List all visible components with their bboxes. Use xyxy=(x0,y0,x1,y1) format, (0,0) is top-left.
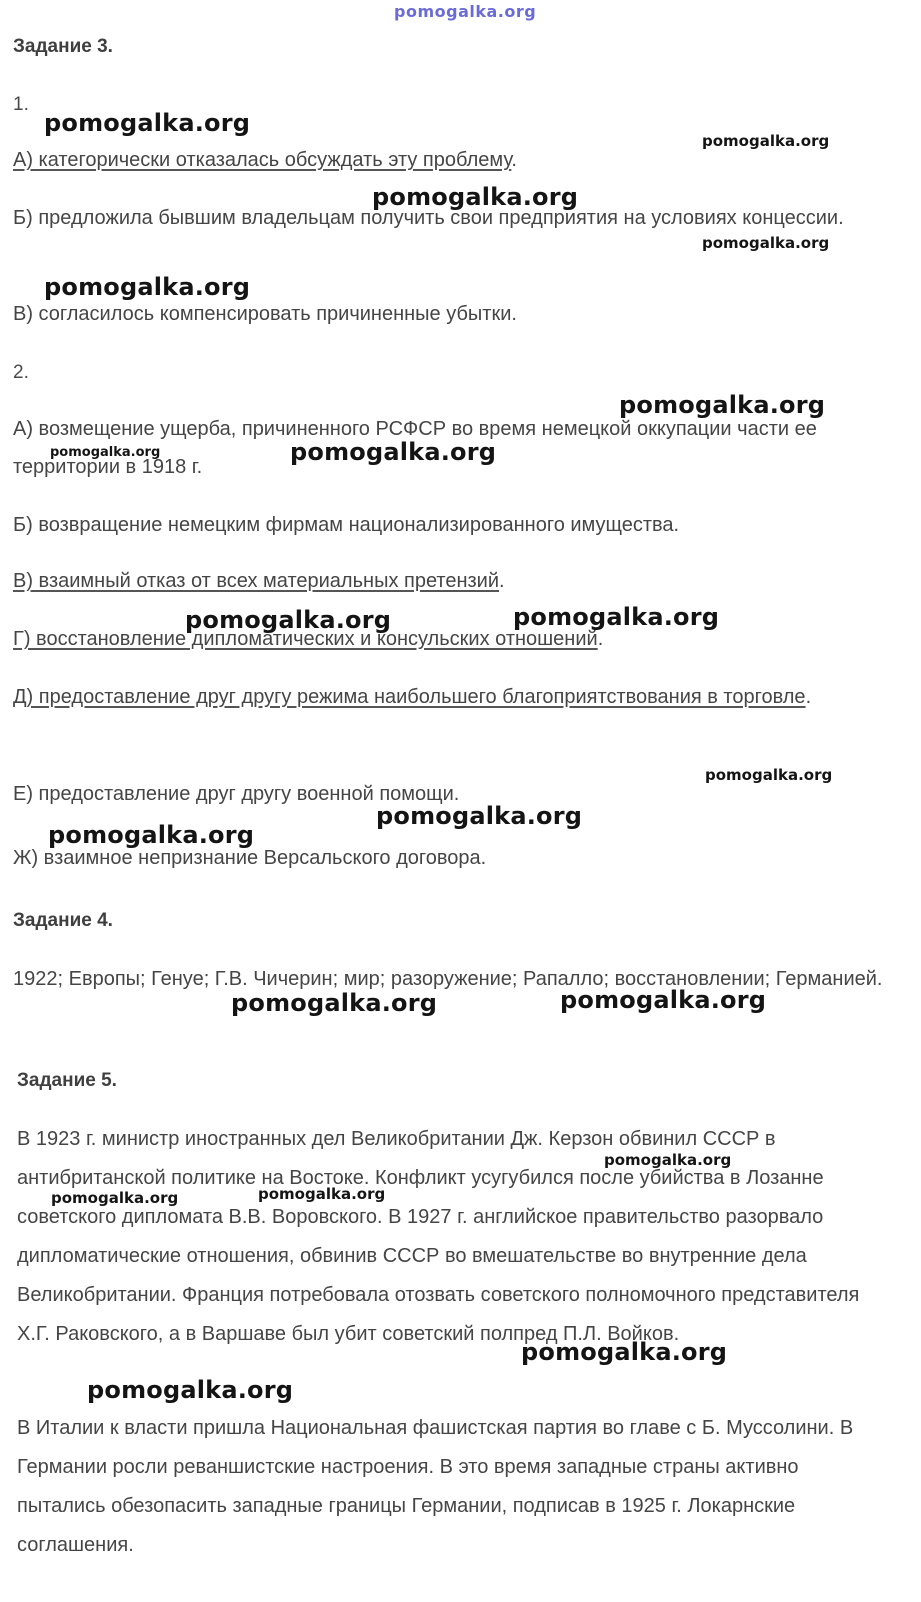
watermark: pomogalka.org xyxy=(258,1185,386,1203)
watermark: pomogalka.org xyxy=(51,1189,179,1207)
task3-q2-option-g xyxy=(13,620,893,658)
task3-q2-option-zh: Ж) взаимное непризнание Версальского договора. xyxy=(13,847,487,869)
watermark: pomogalka.org xyxy=(702,132,830,150)
watermark: pomogalka.org xyxy=(376,802,583,830)
watermark: pomogalka.org xyxy=(44,109,251,137)
task3-heading: Задание 3. xyxy=(13,36,113,57)
option-tail: . xyxy=(597,628,604,650)
watermark: pomogalka.org xyxy=(87,1376,294,1404)
task5-heading: Задание 5. xyxy=(17,1070,117,1091)
option-text: Г) восстановление дипломатических и консульских отношений xyxy=(13,628,598,650)
watermark: pomogalka.org xyxy=(702,234,830,252)
watermark: pomogalka.org xyxy=(560,986,767,1014)
task4-answer: 1922; Европы; Генуе; Г.В. Чичерин; мир; разоружение; Рапалло; восстановлении; Германией. xyxy=(13,968,883,990)
watermark: pomogalka.org xyxy=(48,821,255,849)
task4-heading: Задание 4. xyxy=(13,910,113,931)
watermark: pomogalka.org xyxy=(290,438,497,466)
watermark: pomogalka.org xyxy=(604,1151,732,1169)
option-tail: . xyxy=(511,149,517,171)
task3-q2-option-v xyxy=(13,562,893,600)
watermark: pomogalka.org xyxy=(513,603,720,631)
watermark: pomogalka.org xyxy=(44,273,251,301)
watermark: pomogalka.org xyxy=(185,606,392,634)
task3-q2-option-d xyxy=(13,678,833,716)
task3-q1-option-b: Б) предложила бывшим владельцам получить свои предприятия на условиях концессии. xyxy=(13,207,844,229)
task5-paragraph-1: В 1923 г. министр иностранных дел Великобритании Дж. Керзон обвинил СССР в антибританской политике на Востоке. Конфликт усугубился после убийства в Лозанне советского дипломата В.В. Воровского. В 1927 г. английское правительство разорвало дипломатические отношения, обвинив СССР во вмешательстве во внутренние дела Великобритании. Франция потребовала отозвать советского полномочного представителя Х.Г. Раковского, а в Варшаве был убит советский полпред П.Л. Войков. xyxy=(17,1128,860,1345)
task3-q2-option-a: А) возмещение ущерба, причиненного РСФСР во время немецкой оккупации части ее территории в 1918 г. xyxy=(13,418,817,478)
task3-q1-number: 1. xyxy=(13,94,29,115)
watermark: pomogalka.org xyxy=(521,1338,728,1366)
option-tail: . xyxy=(805,686,812,708)
task3-q1-option-c: В) согласилось компенсировать причиненные убытки. xyxy=(13,303,517,325)
task5-paragraph-2: В Италии к власти пришла Национальная фашистская партия во главе с Б. Муссолини. В Германии росли реваншистские настроения. В это время западные страны активно пытались обезопасить западные границы Германии, подписав в 1925 г. Локарнские соглашения. xyxy=(17,1417,854,1556)
watermark: pomogalka.org xyxy=(50,445,161,460)
option-text: Д) предоставление друг другу режима наибольшего благоприятствования в торговле xyxy=(13,686,806,708)
watermark: pomogalka.org xyxy=(705,766,833,784)
top-watermark: pomogalka.org xyxy=(394,2,537,21)
watermark: pomogalka.org xyxy=(231,989,438,1017)
watermark: pomogalka.org xyxy=(619,391,826,419)
option-text: В) взаимный отказ от всех материальных претензий xyxy=(13,570,500,592)
watermark: pomogalka.org xyxy=(372,183,579,211)
task3-q2-number: 2. xyxy=(13,362,29,383)
task3-q2-option-e: Е) предоставление друг другу военной помощи. xyxy=(13,783,460,805)
option-text: А) категорически отказалась обсуждать эту проблему xyxy=(13,149,512,171)
task3-q1-option-a xyxy=(13,141,893,179)
task3-q2-option-b: Б) возвращение немецким фирмам национализированного имущества. xyxy=(13,514,680,536)
option-tail: . xyxy=(499,570,505,592)
